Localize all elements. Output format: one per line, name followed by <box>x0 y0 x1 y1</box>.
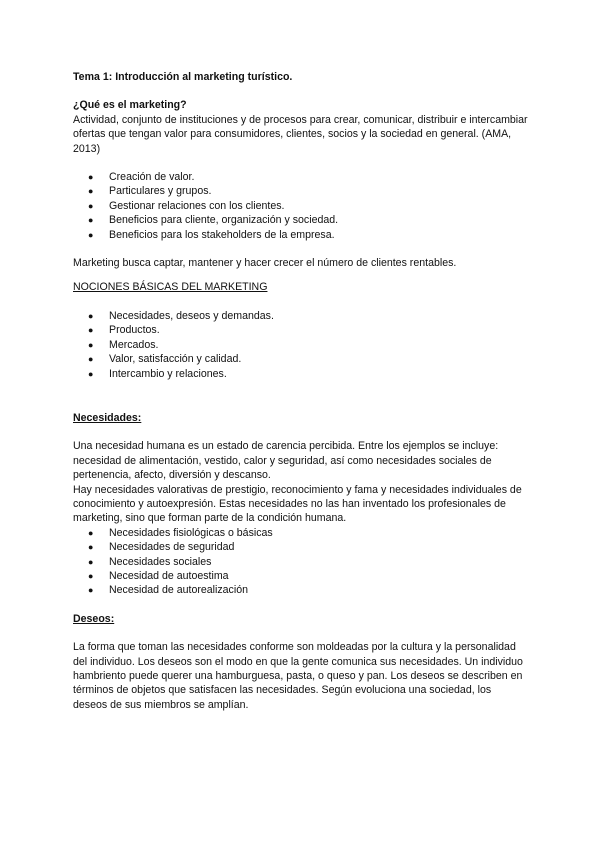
list-item: ● Particulares y grupos. <box>88 185 212 198</box>
document-body <box>73 70 528 712</box>
necesidades-paragraph-1: Una necesidad humana es un estado de carencia percibida. Entre los ejemplos se incluye: necesidad de alimentación, vestido, calor y seguridad, así como necesidades sociales de pertenencia, afecto, diversión y descanso. <box>73 440 499 482</box>
bullet-icon: ● <box>88 200 94 211</box>
bullet-icon: ● <box>88 229 94 240</box>
document-title: Tema 1: Introducción al marketing turístico. <box>73 71 293 83</box>
marketing-points-list <box>73 170 528 242</box>
list-item: ● Necesidades de seguridad <box>88 541 235 554</box>
list-item: ● Beneficios para los stakeholders de la empresa. <box>88 228 335 241</box>
list-item: ● Necesidades, deseos y demandas. <box>88 309 274 322</box>
deseos-heading: Deseos: <box>73 612 115 625</box>
list-item: ● Intercambio y relaciones. <box>88 367 227 380</box>
bullet-icon: ● <box>88 325 94 336</box>
bullet-icon: ● <box>88 542 94 553</box>
marketing-summary: Marketing busca captar, mantener y hacer crecer el número de clientes rentables. <box>73 257 457 270</box>
list-item: ● Necesidad de autoestima <box>88 569 229 582</box>
bullet-icon: ● <box>88 570 94 581</box>
list-item: ● Valor, satisfacción y calidad. <box>88 353 242 366</box>
list-item: ● Necesidades sociales <box>88 555 212 568</box>
list-item: ● Creación de valor. <box>88 171 195 184</box>
list-item: ● Necesidades fisiológicas o básicas <box>88 526 273 539</box>
deseos-paragraph: La forma que toman las necesidades conforme son moldeadas por la cultura y la personalidad del individuo. Los deseos son el modo en que la gente comunica sus necesidades. Un individuo hambriento puede querer una hamburguesa, pasta, o queso y pan. Los deseos se describen en términos de objetos que satisfacen las necesidades. Según evoluciona una sociedad, los deseos de sus miembros se amplían. <box>73 641 523 711</box>
list-item: ● Mercados. <box>88 338 159 351</box>
bullet-icon: ● <box>88 215 94 226</box>
necesidades-paragraph-2: Hay necesidades valorativas de prestigio, reconocimiento y fama y necesidades individuales de conocimiento y autoexpresión. Estas necesidades no las han inventado los profesionales de marketing, sino que forman parte de la condición humana. <box>73 483 522 525</box>
list-item: ● Necesidad de autorealización <box>88 584 248 597</box>
bullet-icon: ● <box>88 339 94 350</box>
bullet-icon: ● <box>88 368 94 379</box>
nociones-heading: NOCIONES BÁSICAS DEL MARKETING <box>73 281 268 294</box>
bullet-icon: ● <box>88 354 94 365</box>
nociones-list <box>73 309 528 381</box>
list-item: ● Productos. <box>88 324 160 337</box>
bullet-icon: ● <box>88 172 94 183</box>
necesidades-heading: Necesidades: <box>73 411 142 424</box>
marketing-heading: ¿Qué es el marketing? <box>73 99 187 112</box>
bullet-icon: ● <box>88 527 94 538</box>
bullet-icon: ● <box>88 186 94 197</box>
list-item: ● Beneficios para cliente, organización y sociedad. <box>88 214 339 227</box>
bullet-icon: ● <box>88 556 94 567</box>
marketing-definition: Actividad, conjunto de instituciones y de procesos para crear, comunicar, distribuir e intercambiar ofertas que tengan valor para consumidores, clientes, socios y la sociedad en general. (AMA, 2013) <box>73 113 528 155</box>
necesidades-types-list <box>73 526 528 598</box>
bullet-icon: ● <box>88 310 94 321</box>
list-item: ● Gestionar relaciones con los clientes. <box>88 199 285 212</box>
bullet-icon: ● <box>88 585 94 596</box>
